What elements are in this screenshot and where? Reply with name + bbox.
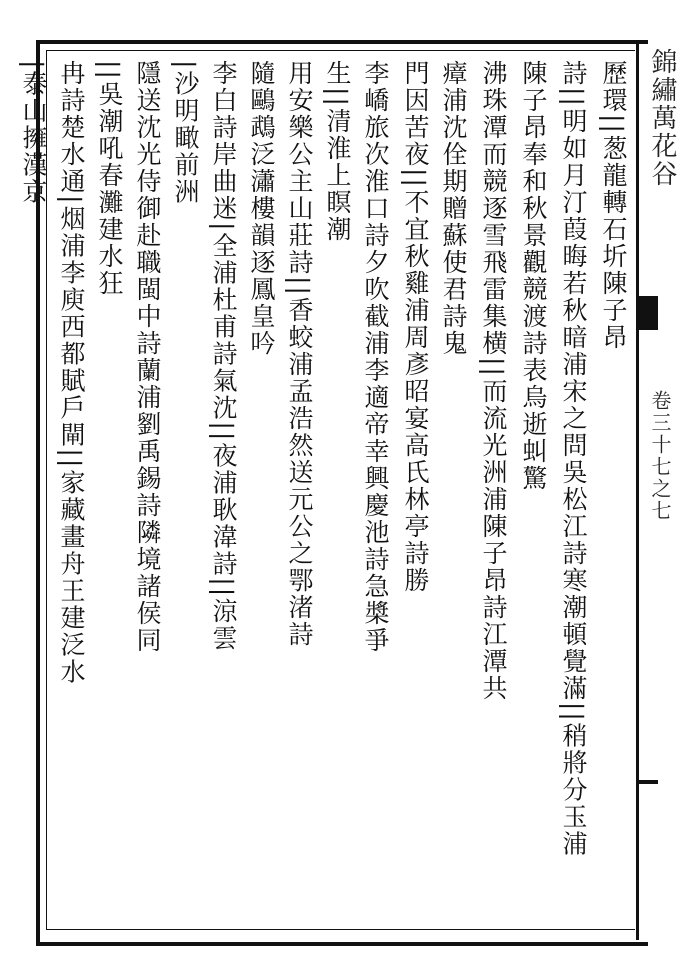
text-column: 門因苦夜||不宜秋雞浦周彥昭宴高氏林亭詩勝: [401, 60, 430, 594]
text-column: 陳子昂奉和秋景觀競渡詩表烏逝虯驚: [519, 60, 548, 492]
text-column: 生||清淮上瞑潮: [323, 60, 352, 243]
text-column: 李嶠旅次淮口詩夕吹截浦李適帝幸興慶池詩急槳爭: [361, 60, 390, 654]
text-column: 詩||明如月汀葭晦若秋暗浦宋之問吳松江詩寒潮頓覺滿||稍將分玉浦: [559, 60, 588, 858]
text-column: 瘴浦沈佺期贈蘇使君詩鬼: [439, 60, 468, 357]
text-column: 沸珠潭而競逐雪飛雷集横||而流光洲浦陳子昂詩江潭共: [479, 60, 508, 702]
text-column: 李白詩岸曲迷|全浦杜甫詩氣沈||夜浦耿湋詩||涼雲: [209, 60, 238, 653]
margin-mark: [636, 780, 658, 784]
text-column: |沙明瞰前洲: [171, 60, 200, 206]
printer-margin: [636, 0, 683, 978]
volume-number: 卷三十七之七: [648, 390, 672, 522]
text-column: 歷環||葱龍轉石圻陳子昂: [599, 60, 628, 351]
text-column: 用安樂公主山莊詩||香蛟浦孟浩然送元公之鄂渚詩: [285, 60, 314, 648]
margin-rule: [636, 40, 639, 940]
fishtail-mark: [636, 296, 658, 330]
text-column: 冉詩楚水通|烟浦李庾西都賦戶閘||家藏畫舟王建泛水: [57, 60, 86, 686]
book-title: 錦繡萬花谷: [647, 48, 677, 188]
text-column: 隱送沈光侍御赴職閩中詩蘭浦劉禹錫詩隣境諸侯同: [133, 60, 162, 654]
text-column: 隨鷗鵡泛瀟樓韻逐鳳皇吟: [247, 60, 276, 357]
text-column: ||吳潮吼春灘建水狂: [95, 60, 124, 297]
text-column: |泰山擁漢京: [19, 60, 48, 206]
